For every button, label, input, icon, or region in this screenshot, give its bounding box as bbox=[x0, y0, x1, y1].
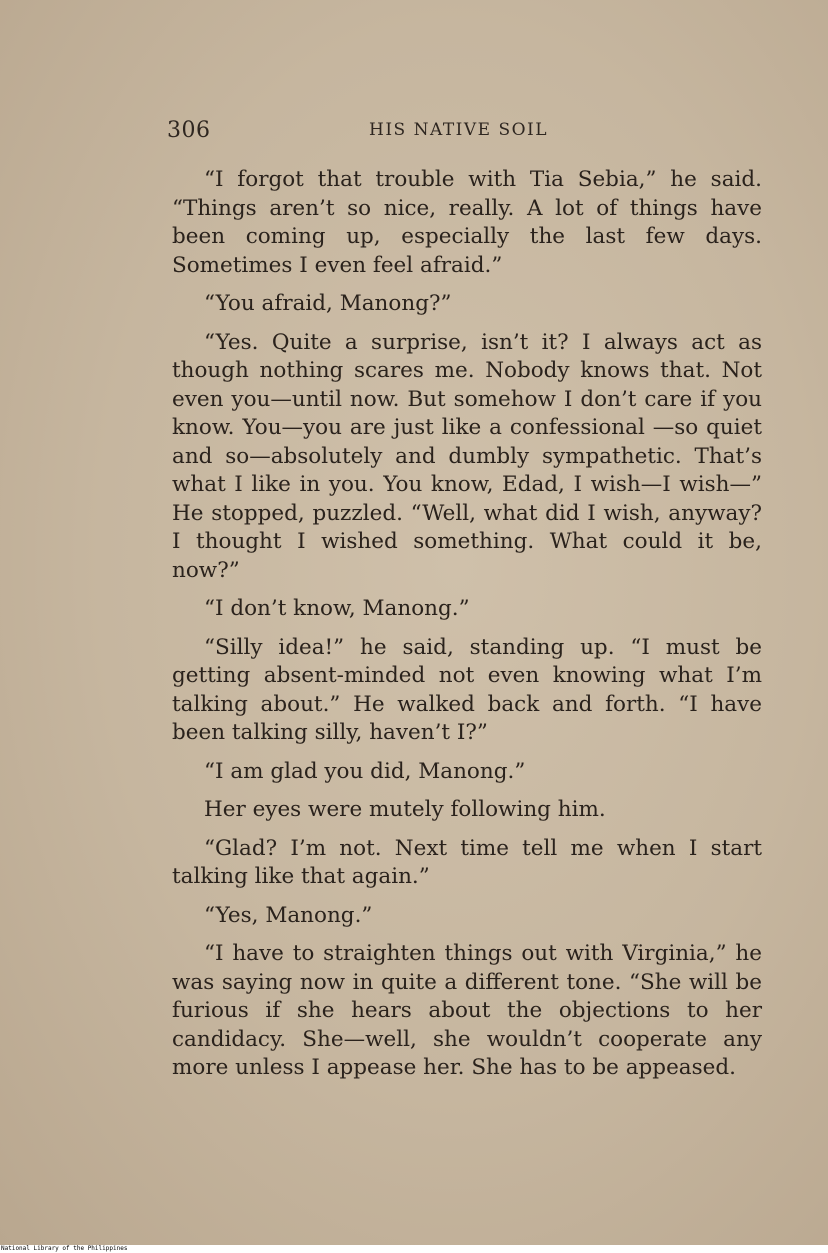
paragraph: Her eyes were mutely following him. bbox=[204, 797, 606, 822]
paragraph: “Glad? I’m not. Next time tell me when I start talking like that again.” bbox=[172, 835, 762, 889]
footer-strip bbox=[0, 1245, 828, 1253]
paragraph: “Yes. Quite a surprise, isn’t it? I always act as though nothing scares me. Nobody knows that. Not even you—until now. But somehow I don’t care if you know. You—you are just like a confessional —so quiet and so—absolutely and dumbly sympathetic. That’s what I like in you. You know, Edad, I wish—I wish—” He stopped, puzzled. “Well, what did I wish, anyway? I thought I wished something. What could it be, now?” bbox=[172, 329, 762, 583]
library-credit: National Library of the Philippines bbox=[1, 1245, 128, 1252]
paragraph: “I don’t know, Manong.” bbox=[204, 596, 470, 621]
page-header bbox=[167, 118, 757, 144]
running-head: HIS NATIVE SOIL bbox=[369, 120, 549, 140]
paragraph: “Silly idea!” he said, standing up. “I must be getting absent-minded not even knowing what I’m talking about.” He walked back and forth. “I have been talking silly, haven’t I?” bbox=[172, 634, 762, 745]
page-number: 306 bbox=[167, 118, 211, 143]
page-body bbox=[172, 166, 762, 1093]
paragraph: “I have to straighten things out with Virginia,” he was saying now in quite a different tone. “She will be furious if she hears about the objections to her candidacy. She—well, she wouldn’t cooperate any more unless I appease her. She has to be appeased. bbox=[172, 941, 762, 1080]
paragraph: “You afraid, Manong?” bbox=[204, 291, 452, 316]
paragraph: “Yes, Manong.” bbox=[204, 902, 373, 928]
paragraph: “I forgot that trouble with Tia Sebia,” he said. “Things aren’t so nice, really. A lot of things have been coming up, especially the last few days. Sometimes I even feel afraid.” bbox=[172, 167, 762, 278]
paragraph: “I am glad you did, Manong.” bbox=[204, 758, 526, 784]
